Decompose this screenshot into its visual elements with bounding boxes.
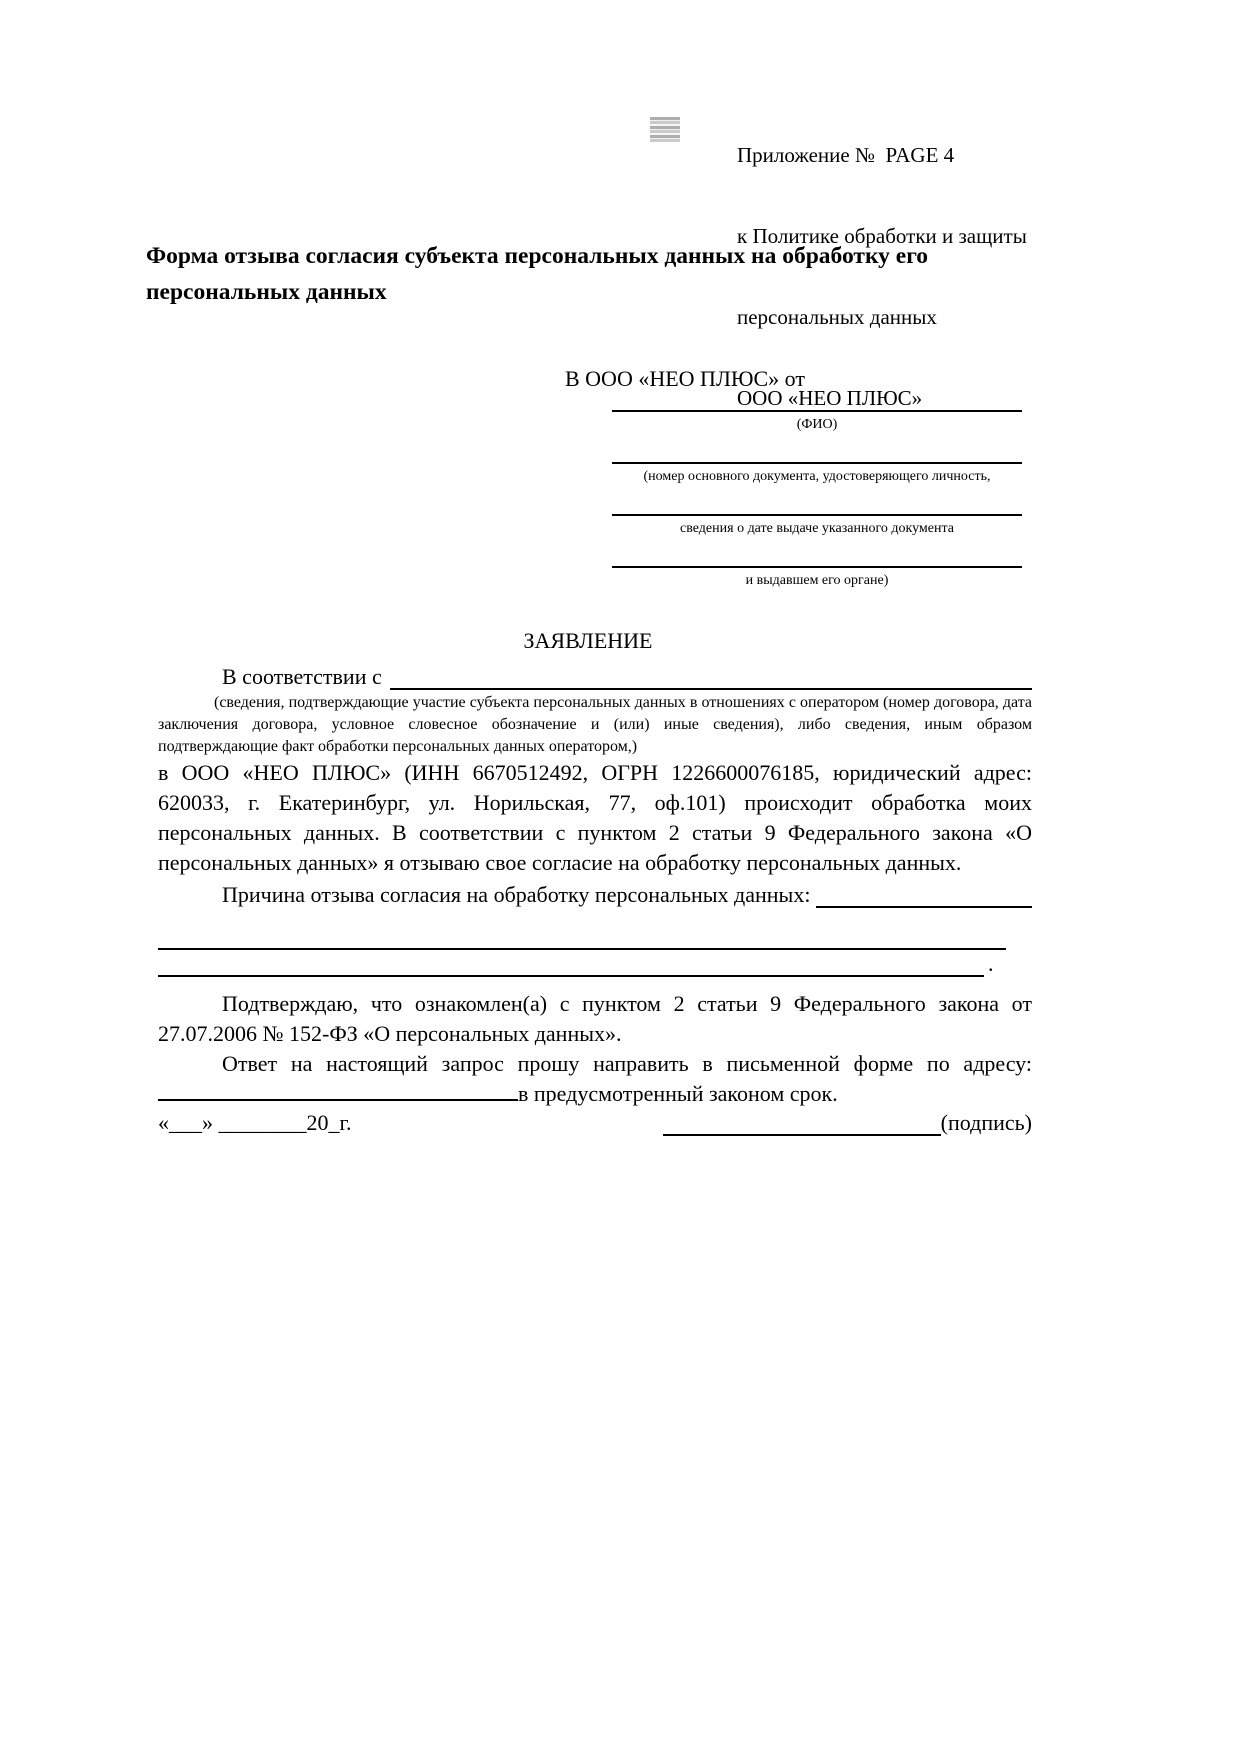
reason-blank-line-3-row: [158, 950, 1006, 977]
main-paragraph: в ООО «НЕО ПЛЮС» (ИНН 6670512492, ОГРН 1226600076185, юридический адрес: 620033, г. Екатеринбург, ул. Норильская, 77, оф.101) происходит обработка моих персональных данных. В соответствии с пунктом 2 статьи 9 Федерального закона «О персональных данных» я отзываю свое согласие на обработку персональных данных.: [158, 760, 1032, 875]
reason-blank-line-1: [816, 884, 1032, 908]
confirmation-paragraph: Подтверждаю, что ознакомлен(а) с пунктом 2 статьи 9 Федерального закона от 27.07.2006 № 152-ФЗ «О персональных данных».: [158, 991, 1032, 1046]
reply-request-text: Ответ на настоящий запрос прошу направить в письменной форме по адресу:: [222, 1051, 1032, 1076]
appendix-line-4: ООО «НЕО ПЛЮС»: [737, 386, 923, 410]
addressee-block: [565, 366, 1022, 618]
in-accordance-label: В соответствии с: [222, 664, 382, 689]
fine-print: (сведения, подтверждающие участие субъекта персональных данных в отношениях с оператором (номер договора, дата заключения договора, условное словесное обозначение и (или) иные сведения), либо сведения, иным образом подтверждающие факт обработки персональных данных оператором,): [158, 694, 1032, 755]
issuing-authority-caption: и выдавшем его органе): [745, 573, 889, 588]
issue-date-field: [612, 514, 1022, 537]
addressee-fields: [612, 410, 1022, 589]
appendix-line-1: Приложение № PAGE 4: [737, 143, 955, 167]
reason-row: [158, 878, 1032, 908]
form-title: Форма отзыва согласия субъекта персональных данных на обработку его персональных данных: [146, 243, 929, 305]
signature-caption: (подпись): [940, 1110, 1032, 1135]
issue-date-caption: сведения о дате выдаче указанного документа: [680, 521, 954, 536]
fio-field: [612, 410, 1022, 433]
address-blank-line: [158, 1081, 518, 1101]
reply-request-paragraph: [158, 1049, 1032, 1109]
addressee-to-line: В ООО «НЕО ПЛЮС» от: [565, 366, 805, 391]
embedded-object-placeholder-icon: [650, 117, 680, 142]
document-number-field: [612, 462, 1022, 485]
statement-body-block: [158, 660, 1032, 1109]
statement-heading: ЗАЯВЛЕНИЕ: [523, 628, 653, 653]
signature-group: [663, 1110, 1032, 1136]
reason-blank-line-2: [158, 908, 1006, 950]
fio-caption: (ФИО): [796, 417, 838, 432]
signature-blank-line: [663, 1112, 941, 1136]
reply-request-suffix: в предусмотренный законом срок.: [518, 1081, 838, 1106]
appendix-line-2: к Политике обработки и защиты: [737, 224, 1027, 248]
document-number-caption: (номер основного документа, удостоверяющего личность,: [643, 469, 991, 484]
reason-trailing-period: .: [988, 951, 994, 976]
in-accordance-blank-line: [390, 666, 1032, 690]
issuing-authority-field: [612, 566, 1022, 589]
reason-blank-line-3: [158, 953, 984, 977]
reason-label: Причина отзыва согласия на обработку персональных данных:: [222, 882, 811, 907]
footer-row: [158, 1110, 1032, 1136]
date-line: «___» ________20_г.: [158, 1110, 352, 1135]
in-accordance-row: [158, 660, 1032, 690]
appendix-line-3: персональных данных: [737, 305, 937, 329]
